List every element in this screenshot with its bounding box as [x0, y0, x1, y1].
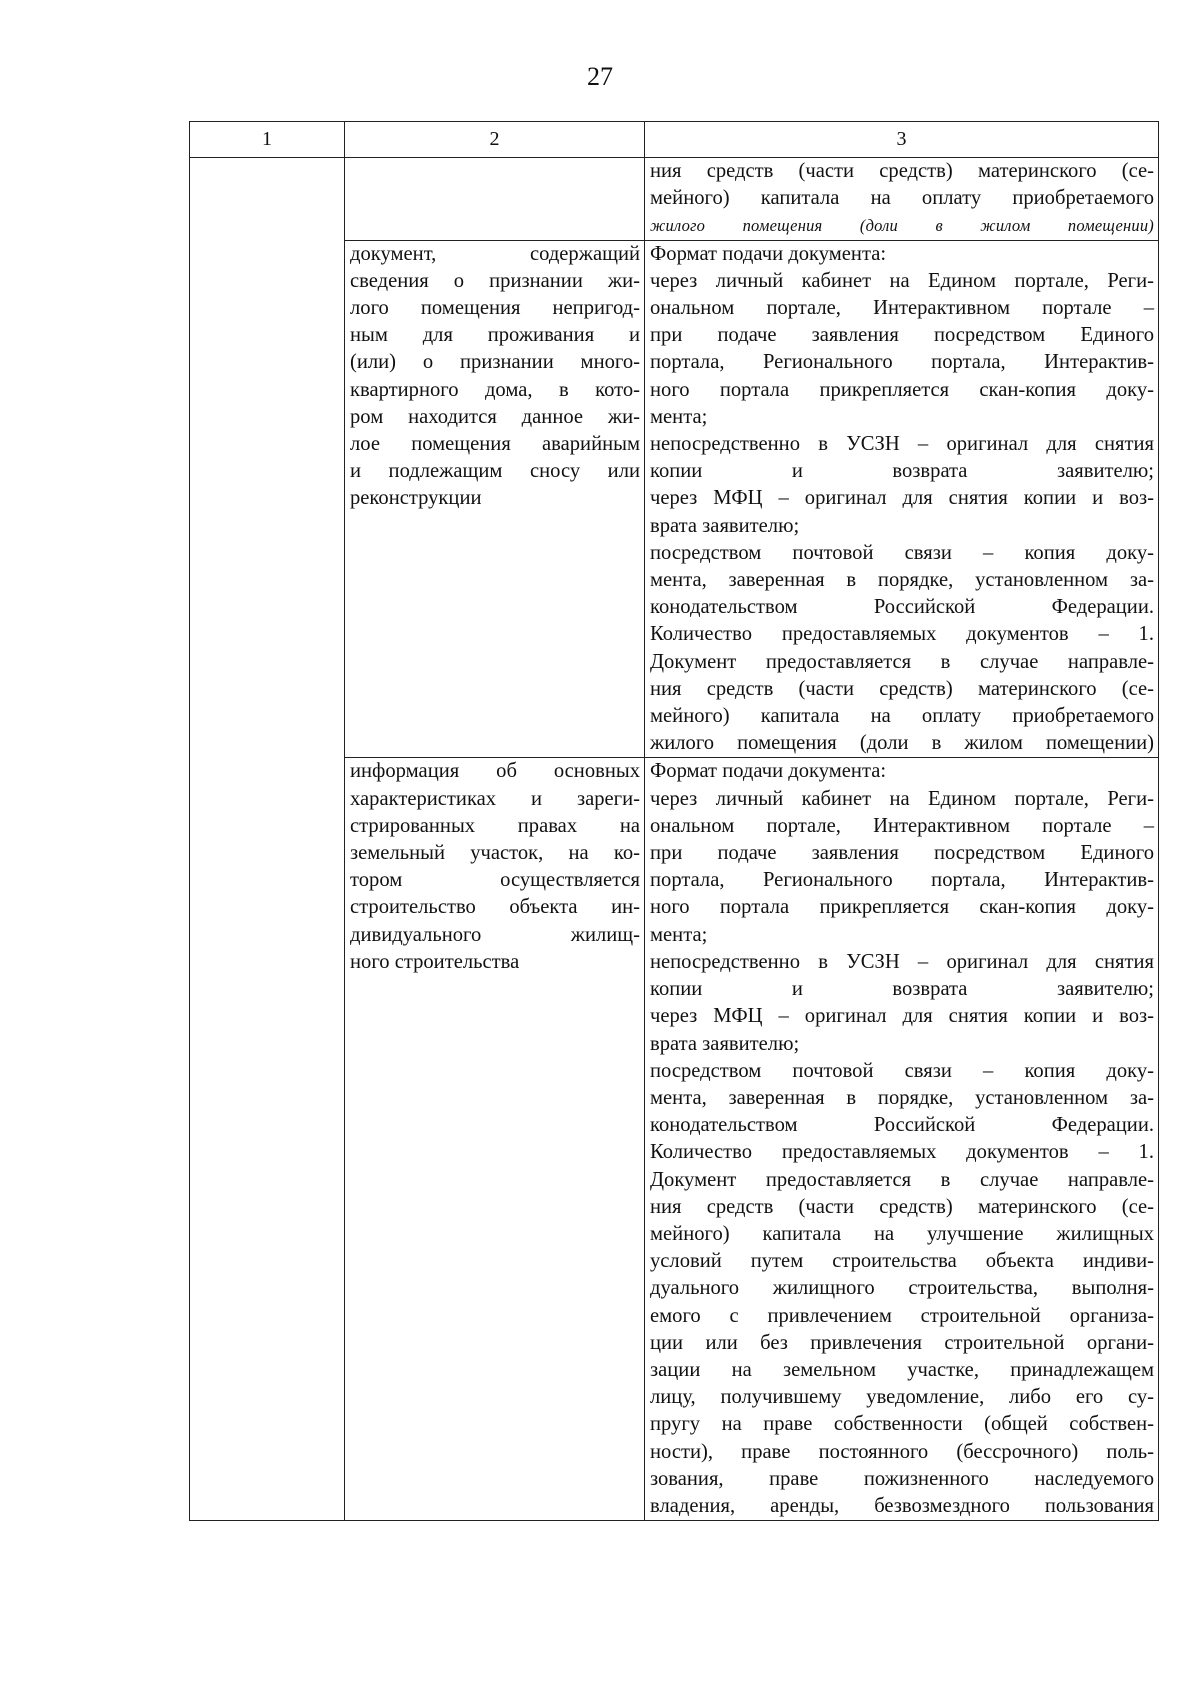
text-line: при подаче заявления посредством Единого	[650, 324, 1154, 347]
text-line: Количество предоставляемых документов – 1.	[650, 623, 1154, 646]
text-line: Документ предоставляется в случае направле-	[650, 650, 1154, 673]
text-line: пругу на праве собственности (общей собствен-	[650, 1413, 1154, 1436]
text-line: условий путем строительства объекта индиви-	[650, 1250, 1154, 1273]
cell-col2	[345, 158, 645, 241]
text-line: лое помещения аварийным	[350, 433, 640, 456]
text-line: ного строительства	[350, 950, 520, 973]
column-header-2: 2	[345, 122, 645, 158]
text-line: Документ предоставляется в случае направле-	[650, 1168, 1154, 1191]
text-line: информация об основных	[350, 760, 640, 783]
text-line: через МФЦ – оригинал для снятия копии и воз-	[650, 487, 1154, 510]
text-line: через личный кабинет на Едином портале, Реги-	[650, 787, 1154, 810]
text-line: непосредственно в УСЗН – оригинал для снятия	[650, 950, 1154, 973]
cell-col2	[345, 758, 645, 1521]
text-line: мента;	[650, 923, 708, 946]
text-line: жилого помещения (доли в жилом помещении)	[650, 216, 1154, 236]
text-line: мента;	[650, 405, 708, 428]
text-line: дуального жилищного строительства, выполня-	[650, 1277, 1154, 1300]
text-line: сведения о признании жи-	[350, 269, 640, 292]
text-line: строительство объекта ин-	[350, 896, 640, 919]
text-line: портала, Регионального портала, Интерактив-	[650, 351, 1154, 374]
text-line: квартирного дома, в кото-	[350, 378, 640, 401]
text-line: реконструкции	[350, 487, 482, 510]
cell-col2	[345, 240, 645, 758]
column-header-3: 3	[645, 122, 1159, 158]
text-line: ности), праве постоянного (бессрочного) поль-	[650, 1440, 1154, 1463]
text-line: лого помещения непригод-	[350, 297, 640, 320]
text-line: дивидуального жилищ-	[350, 923, 640, 946]
text-line: характеристиках и зареги-	[350, 787, 640, 810]
text-line: мента, заверенная в порядке, установленном за-	[650, 1086, 1154, 1109]
text-line: ного портала прикрепляется скан-копия доку-	[650, 378, 1154, 401]
table-header-row	[190, 122, 1159, 158]
text-line: через личный кабинет на Едином портале, Реги-	[650, 269, 1154, 292]
text-line: непосредственно в УСЗН – оригинал для снятия	[650, 433, 1154, 456]
cell-col3	[645, 240, 1159, 758]
text-line: посредством почтовой связи – копия доку-	[650, 1059, 1154, 1082]
text-line: и подлежащим сносу или	[350, 460, 640, 483]
text-line: жилого помещения (доли в жилом помещении)	[650, 732, 1154, 755]
column-header-1: 1	[190, 122, 345, 158]
text-line: мейного) капитала на оплату приобретаемого	[650, 705, 1154, 728]
text-line: посредством почтовой связи – копия доку-	[650, 541, 1154, 564]
document-table	[189, 121, 1159, 1521]
text-line: мейного) капитала на оплату приобретаемого	[650, 187, 1154, 210]
text-line: мента, заверенная в порядке, установленном за-	[650, 569, 1154, 592]
text-line: емого с привлечением строительной организа-	[650, 1304, 1154, 1327]
text-line: зования, праве пожизненного наследуемого	[650, 1467, 1154, 1490]
text-line: документ, содержащий	[350, 242, 640, 265]
text-line: тором осуществляется	[350, 869, 640, 892]
text-line: ром находится данное жи-	[350, 405, 640, 428]
text-line: конодательством Российской Федерации.	[650, 1114, 1154, 1137]
text-line: портала, Регионального портала, Интерактив-	[650, 869, 1154, 892]
text-line: ного портала прикрепляется скан-копия доку-	[650, 896, 1154, 919]
text-line: при подаче заявления посредством Единого	[650, 842, 1154, 865]
text-line: копии и возврата заявителю;	[650, 978, 1154, 1001]
cell-col3	[645, 758, 1159, 1521]
text-line: стрированных правах на	[350, 814, 640, 837]
text-line: через МФЦ – оригинал для снятия копии и воз-	[650, 1005, 1154, 1028]
text-line: (или) о признании много-	[350, 351, 640, 374]
text-line: владения, аренды, безвозмездного пользования	[650, 1494, 1154, 1517]
text-line: ния средств (части средств) материнского (се-	[650, 1195, 1154, 1218]
cell-col3	[645, 158, 1159, 241]
text-line: копии и возврата заявителю;	[650, 460, 1154, 483]
text-line: лицу, получившему уведомление, либо его су-	[650, 1386, 1154, 1409]
text-line: ния средств (части средств) материнского (се-	[650, 677, 1154, 700]
text-line: врата заявителю;	[650, 514, 800, 537]
text-line: земельный участок, на ко-	[350, 842, 640, 865]
text-line: Формат подачи документа:	[650, 242, 887, 265]
page-number: 27	[587, 62, 613, 91]
text-line: врата заявителю;	[650, 1032, 800, 1055]
text-line: зации на земельном участке, принадлежащем	[650, 1358, 1154, 1381]
text-line: Количество предоставляемых документов – 1.	[650, 1141, 1154, 1164]
text-line: ональном портале, Интерактивном портале –	[650, 297, 1154, 320]
text-line: ным для проживания и	[350, 324, 640, 347]
text-line: ния средств (части средств) материнского (се-	[650, 160, 1154, 182]
text-line: ции или без привлечения строительной органи-	[650, 1331, 1154, 1354]
text-line: Формат подачи документа:	[650, 760, 887, 783]
cell-col1	[190, 158, 345, 1521]
text-line: конодательством Российской Федерации.	[650, 596, 1154, 619]
table-row	[190, 158, 1159, 241]
text-line: мейного) капитала на улучшение жилищных	[650, 1222, 1154, 1245]
text-line: ональном портале, Интерактивном портале –	[650, 814, 1154, 837]
